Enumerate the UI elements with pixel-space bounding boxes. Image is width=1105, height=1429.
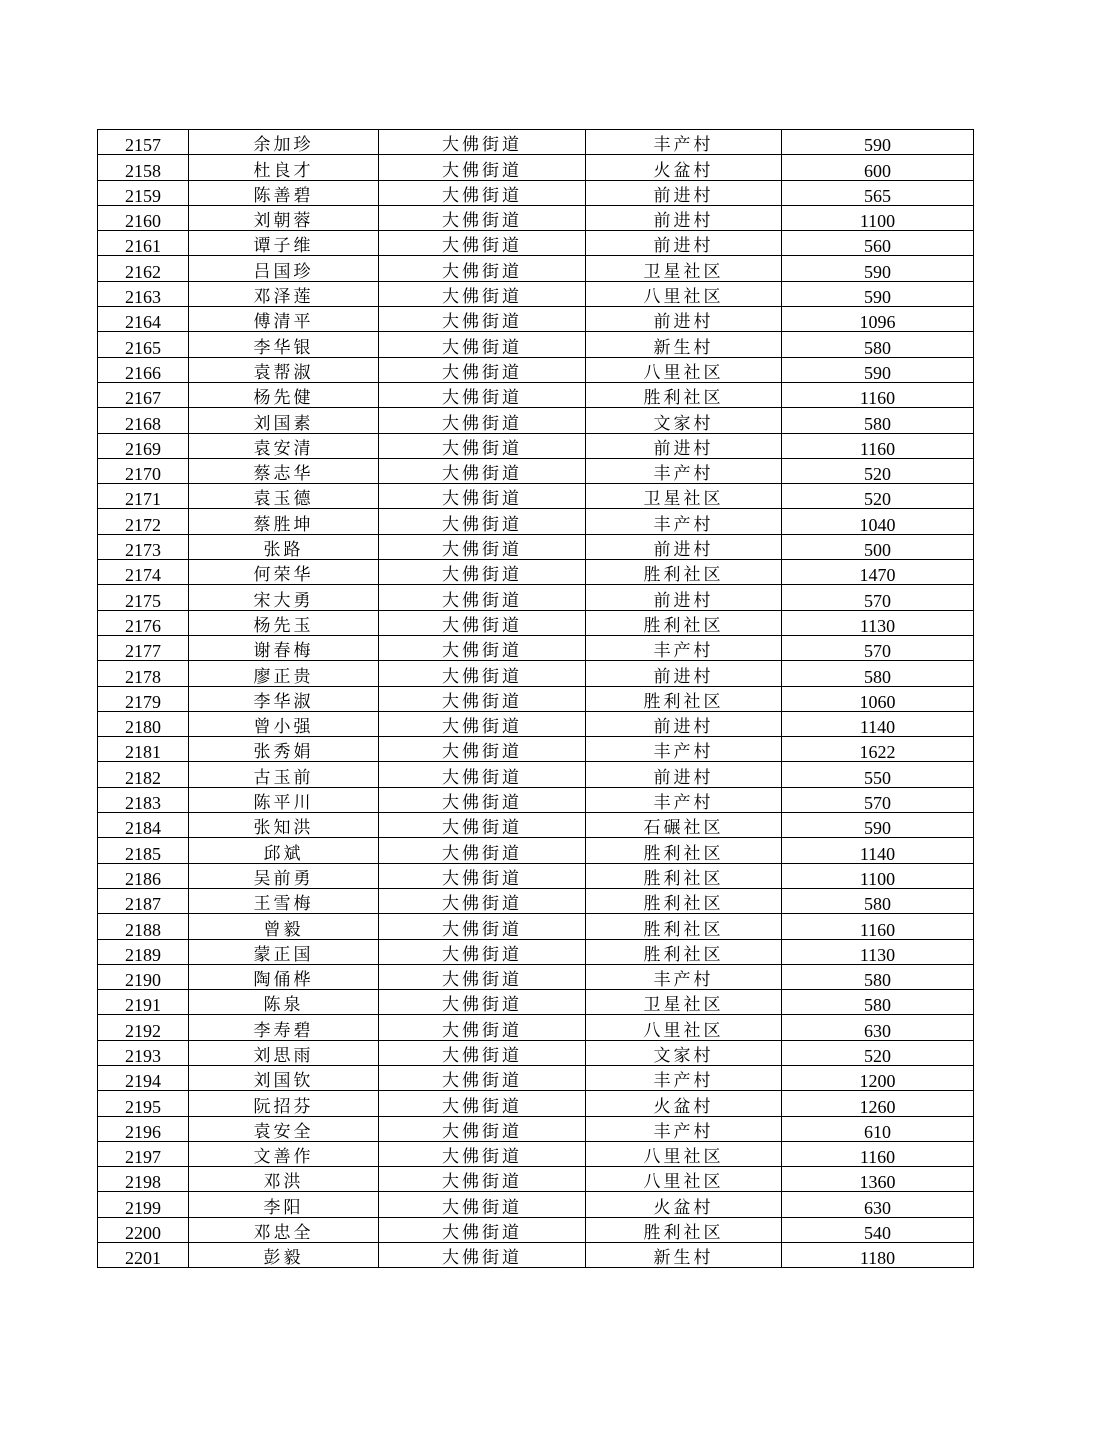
street-cell: 大佛街道	[379, 1243, 586, 1268]
street-cell: 大佛街道	[379, 990, 586, 1015]
data-table	[97, 129, 974, 1268]
amount-cell: 1160	[782, 914, 974, 939]
amount-cell: 1060	[782, 686, 974, 711]
community-cell: 文家村	[586, 408, 782, 433]
row-number-cell: 2169	[98, 433, 189, 458]
amount-cell: 600	[782, 155, 974, 180]
community-cell: 前进村	[586, 585, 782, 610]
street-cell: 大佛街道	[379, 711, 586, 736]
street-cell: 大佛街道	[379, 686, 586, 711]
community-cell: 火盆村	[586, 1192, 782, 1217]
name-cell: 文善作	[189, 1141, 379, 1166]
street-cell: 大佛街道	[379, 813, 586, 838]
name-cell: 古玉前	[189, 762, 379, 787]
name-cell: 邓泽莲	[189, 281, 379, 306]
row-number-cell: 2192	[98, 1015, 189, 1040]
street-cell: 大佛街道	[379, 661, 586, 686]
table-row	[98, 560, 974, 585]
name-cell: 宋大勇	[189, 585, 379, 610]
table-row	[98, 939, 974, 964]
street-cell: 大佛街道	[379, 1192, 586, 1217]
row-number-cell: 2162	[98, 256, 189, 281]
community-cell: 前进村	[586, 433, 782, 458]
street-cell: 大佛街道	[379, 560, 586, 585]
name-cell: 曾小强	[189, 711, 379, 736]
table-row	[98, 1217, 974, 1242]
table-row	[98, 130, 974, 155]
street-cell: 大佛街道	[379, 231, 586, 256]
amount-cell: 1096	[782, 307, 974, 332]
street-cell: 大佛街道	[379, 762, 586, 787]
table-row	[98, 1065, 974, 1090]
street-cell: 大佛街道	[379, 1040, 586, 1065]
community-cell: 胜利社区	[586, 382, 782, 407]
community-cell: 丰产村	[586, 509, 782, 534]
name-cell: 谢春梅	[189, 635, 379, 660]
amount-cell: 1130	[782, 610, 974, 635]
amount-cell: 1130	[782, 939, 974, 964]
table-row	[98, 610, 974, 635]
row-number-cell: 2158	[98, 155, 189, 180]
street-cell: 大佛街道	[379, 1116, 586, 1141]
name-cell: 陈善碧	[189, 180, 379, 205]
amount-cell: 1180	[782, 1243, 974, 1268]
community-cell: 胜利社区	[586, 560, 782, 585]
table-row	[98, 433, 974, 458]
community-cell: 前进村	[586, 231, 782, 256]
table-row	[98, 686, 974, 711]
row-number-cell: 2199	[98, 1192, 189, 1217]
row-number-cell: 2182	[98, 762, 189, 787]
street-cell: 大佛街道	[379, 610, 586, 635]
street-cell: 大佛街道	[379, 281, 586, 306]
name-cell: 彭毅	[189, 1243, 379, 1268]
amount-cell: 540	[782, 1217, 974, 1242]
name-cell: 谭子维	[189, 231, 379, 256]
table-row	[98, 382, 974, 407]
row-number-cell: 2168	[98, 408, 189, 433]
amount-cell: 560	[782, 231, 974, 256]
name-cell: 曾毅	[189, 914, 379, 939]
street-cell: 大佛街道	[379, 1217, 586, 1242]
amount-cell: 570	[782, 585, 974, 610]
street-cell: 大佛街道	[379, 939, 586, 964]
row-number-cell: 2177	[98, 635, 189, 660]
community-cell: 前进村	[586, 661, 782, 686]
name-cell: 邓洪	[189, 1167, 379, 1192]
name-cell: 蒙正国	[189, 939, 379, 964]
table-row	[98, 635, 974, 660]
row-number-cell: 2181	[98, 737, 189, 762]
community-cell: 前进村	[586, 307, 782, 332]
amount-cell: 1100	[782, 205, 974, 230]
name-cell: 张路	[189, 534, 379, 559]
row-number-cell: 2188	[98, 914, 189, 939]
street-cell: 大佛街道	[379, 408, 586, 433]
row-number-cell: 2160	[98, 205, 189, 230]
community-cell: 前进村	[586, 534, 782, 559]
row-number-cell: 2157	[98, 130, 189, 155]
row-number-cell: 2171	[98, 484, 189, 509]
street-cell: 大佛街道	[379, 1091, 586, 1116]
row-number-cell: 2185	[98, 838, 189, 863]
amount-cell: 1160	[782, 1141, 974, 1166]
name-cell: 杜良才	[189, 155, 379, 180]
community-cell: 火盆村	[586, 155, 782, 180]
street-cell: 大佛街道	[379, 155, 586, 180]
community-cell: 丰产村	[586, 1065, 782, 1090]
amount-cell: 610	[782, 1116, 974, 1141]
community-cell: 前进村	[586, 762, 782, 787]
name-cell: 刘思雨	[189, 1040, 379, 1065]
name-cell: 张秀娟	[189, 737, 379, 762]
row-number-cell: 2170	[98, 458, 189, 483]
street-cell: 大佛街道	[379, 1015, 586, 1040]
amount-cell: 580	[782, 332, 974, 357]
row-number-cell: 2187	[98, 888, 189, 913]
amount-cell: 580	[782, 888, 974, 913]
table-row	[98, 1243, 974, 1268]
table-row	[98, 357, 974, 382]
name-cell: 傅清平	[189, 307, 379, 332]
amount-cell: 1622	[782, 737, 974, 762]
name-cell: 陶俑桦	[189, 964, 379, 989]
street-cell: 大佛街道	[379, 787, 586, 812]
table-row	[98, 458, 974, 483]
community-cell: 胜利社区	[586, 1217, 782, 1242]
row-number-cell: 2178	[98, 661, 189, 686]
community-cell: 丰产村	[586, 964, 782, 989]
community-cell: 卫星社区	[586, 256, 782, 281]
table-row	[98, 1141, 974, 1166]
community-cell: 卫星社区	[586, 990, 782, 1015]
community-cell: 八里社区	[586, 1015, 782, 1040]
community-cell: 八里社区	[586, 1167, 782, 1192]
amount-cell: 590	[782, 130, 974, 155]
amount-cell: 1360	[782, 1167, 974, 1192]
table-row	[98, 534, 974, 559]
street-cell: 大佛街道	[379, 888, 586, 913]
amount-cell: 630	[782, 1192, 974, 1217]
amount-cell: 500	[782, 534, 974, 559]
street-cell: 大佛街道	[379, 382, 586, 407]
amount-cell: 1140	[782, 838, 974, 863]
row-number-cell: 2191	[98, 990, 189, 1015]
amount-cell: 1160	[782, 382, 974, 407]
amount-cell: 520	[782, 1040, 974, 1065]
street-cell: 大佛街道	[379, 863, 586, 888]
amount-cell: 590	[782, 281, 974, 306]
street-cell: 大佛街道	[379, 509, 586, 534]
street-cell: 大佛街道	[379, 1141, 586, 1166]
table-row	[98, 155, 974, 180]
street-cell: 大佛街道	[379, 914, 586, 939]
table-row	[98, 661, 974, 686]
community-cell: 卫星社区	[586, 484, 782, 509]
row-number-cell: 2159	[98, 180, 189, 205]
row-number-cell: 2165	[98, 332, 189, 357]
row-number-cell: 2175	[98, 585, 189, 610]
row-number-cell: 2189	[98, 939, 189, 964]
street-cell: 大佛街道	[379, 964, 586, 989]
table-row	[98, 585, 974, 610]
table-row	[98, 307, 974, 332]
name-cell: 杨先健	[189, 382, 379, 407]
street-cell: 大佛街道	[379, 1167, 586, 1192]
name-cell: 袁玉德	[189, 484, 379, 509]
street-cell: 大佛街道	[379, 534, 586, 559]
community-cell: 丰产村	[586, 635, 782, 660]
amount-cell: 590	[782, 256, 974, 281]
amount-cell: 565	[782, 180, 974, 205]
table-body	[98, 130, 974, 1268]
community-cell: 丰产村	[586, 130, 782, 155]
street-cell: 大佛街道	[379, 205, 586, 230]
table-row	[98, 256, 974, 281]
amount-cell: 1260	[782, 1091, 974, 1116]
table-row	[98, 737, 974, 762]
community-cell: 胜利社区	[586, 610, 782, 635]
row-number-cell: 2196	[98, 1116, 189, 1141]
amount-cell: 590	[782, 357, 974, 382]
street-cell: 大佛街道	[379, 484, 586, 509]
street-cell: 大佛街道	[379, 433, 586, 458]
name-cell: 蔡胜坤	[189, 509, 379, 534]
row-number-cell: 2176	[98, 610, 189, 635]
community-cell: 前进村	[586, 205, 782, 230]
community-cell: 八里社区	[586, 281, 782, 306]
amount-cell: 1100	[782, 863, 974, 888]
row-number-cell: 2198	[98, 1167, 189, 1192]
street-cell: 大佛街道	[379, 180, 586, 205]
name-cell: 李华银	[189, 332, 379, 357]
row-number-cell: 2197	[98, 1141, 189, 1166]
table-row	[98, 484, 974, 509]
name-cell: 刘国素	[189, 408, 379, 433]
row-number-cell: 2179	[98, 686, 189, 711]
community-cell: 八里社区	[586, 1141, 782, 1166]
street-cell: 大佛街道	[379, 307, 586, 332]
table-row	[98, 914, 974, 939]
table-row	[98, 888, 974, 913]
table-row	[98, 231, 974, 256]
row-number-cell: 2186	[98, 863, 189, 888]
table-row	[98, 332, 974, 357]
community-cell: 新生村	[586, 1243, 782, 1268]
name-cell: 袁安清	[189, 433, 379, 458]
amount-cell: 550	[782, 762, 974, 787]
community-cell: 丰产村	[586, 737, 782, 762]
amount-cell: 580	[782, 661, 974, 686]
name-cell: 邓忠全	[189, 1217, 379, 1242]
street-cell: 大佛街道	[379, 332, 586, 357]
community-cell: 前进村	[586, 711, 782, 736]
table-row	[98, 1015, 974, 1040]
amount-cell: 1040	[782, 509, 974, 534]
name-cell: 李寿碧	[189, 1015, 379, 1040]
name-cell: 刘朝蓉	[189, 205, 379, 230]
row-number-cell: 2200	[98, 1217, 189, 1242]
street-cell: 大佛街道	[379, 458, 586, 483]
amount-cell: 580	[782, 990, 974, 1015]
table-row	[98, 838, 974, 863]
row-number-cell: 2167	[98, 382, 189, 407]
street-cell: 大佛街道	[379, 585, 586, 610]
table-row	[98, 1040, 974, 1065]
row-number-cell: 2183	[98, 787, 189, 812]
community-cell: 文家村	[586, 1040, 782, 1065]
name-cell: 王雪梅	[189, 888, 379, 913]
amount-cell: 1140	[782, 711, 974, 736]
street-cell: 大佛街道	[379, 256, 586, 281]
table-row	[98, 863, 974, 888]
name-cell: 陈泉	[189, 990, 379, 1015]
row-number-cell: 2190	[98, 964, 189, 989]
table-row	[98, 711, 974, 736]
table-row	[98, 180, 974, 205]
community-cell: 胜利社区	[586, 939, 782, 964]
table-row	[98, 787, 974, 812]
table-row	[98, 1091, 974, 1116]
name-cell: 李阳	[189, 1192, 379, 1217]
table-row	[98, 408, 974, 433]
community-cell: 胜利社区	[586, 863, 782, 888]
name-cell: 刘国钦	[189, 1065, 379, 1090]
row-number-cell: 2193	[98, 1040, 189, 1065]
name-cell: 何荣华	[189, 560, 379, 585]
street-cell: 大佛街道	[379, 357, 586, 382]
community-cell: 丰产村	[586, 1116, 782, 1141]
name-cell: 邱斌	[189, 838, 379, 863]
table-row	[98, 1192, 974, 1217]
row-number-cell: 2161	[98, 231, 189, 256]
community-cell: 八里社区	[586, 357, 782, 382]
row-number-cell: 2164	[98, 307, 189, 332]
name-cell: 张知洪	[189, 813, 379, 838]
community-cell: 新生村	[586, 332, 782, 357]
street-cell: 大佛街道	[379, 1065, 586, 1090]
table-row	[98, 990, 974, 1015]
name-cell: 袁帮淑	[189, 357, 379, 382]
table-row	[98, 509, 974, 534]
community-cell: 胜利社区	[586, 888, 782, 913]
amount-cell: 630	[782, 1015, 974, 1040]
amount-cell: 570	[782, 787, 974, 812]
name-cell: 袁安全	[189, 1116, 379, 1141]
name-cell: 蔡志华	[189, 458, 379, 483]
amount-cell: 520	[782, 484, 974, 509]
name-cell: 廖正贵	[189, 661, 379, 686]
row-number-cell: 2195	[98, 1091, 189, 1116]
name-cell: 吴前勇	[189, 863, 379, 888]
community-cell: 丰产村	[586, 787, 782, 812]
table-row	[98, 1116, 974, 1141]
community-cell: 丰产村	[586, 458, 782, 483]
amount-cell: 580	[782, 964, 974, 989]
amount-cell: 520	[782, 458, 974, 483]
row-number-cell: 2173	[98, 534, 189, 559]
amount-cell: 1470	[782, 560, 974, 585]
table-row	[98, 281, 974, 306]
community-cell: 石碾社区	[586, 813, 782, 838]
street-cell: 大佛街道	[379, 737, 586, 762]
name-cell: 李华淑	[189, 686, 379, 711]
table-row	[98, 813, 974, 838]
street-cell: 大佛街道	[379, 838, 586, 863]
amount-cell: 570	[782, 635, 974, 660]
row-number-cell: 2194	[98, 1065, 189, 1090]
name-cell: 阮招芬	[189, 1091, 379, 1116]
row-number-cell: 2163	[98, 281, 189, 306]
row-number-cell: 2184	[98, 813, 189, 838]
street-cell: 大佛街道	[379, 130, 586, 155]
table-row	[98, 762, 974, 787]
name-cell: 吕国珍	[189, 256, 379, 281]
row-number-cell: 2174	[98, 560, 189, 585]
community-cell: 胜利社区	[586, 838, 782, 863]
amount-cell: 590	[782, 813, 974, 838]
amount-cell: 580	[782, 408, 974, 433]
row-number-cell: 2201	[98, 1243, 189, 1268]
community-cell: 前进村	[586, 180, 782, 205]
row-number-cell: 2180	[98, 711, 189, 736]
row-number-cell: 2172	[98, 509, 189, 534]
amount-cell: 1160	[782, 433, 974, 458]
amount-cell: 1200	[782, 1065, 974, 1090]
community-cell: 胜利社区	[586, 914, 782, 939]
name-cell: 陈平川	[189, 787, 379, 812]
community-cell: 胜利社区	[586, 686, 782, 711]
name-cell: 杨先玉	[189, 610, 379, 635]
street-cell: 大佛街道	[379, 635, 586, 660]
table-row	[98, 964, 974, 989]
table-row	[98, 205, 974, 230]
row-number-cell: 2166	[98, 357, 189, 382]
community-cell: 火盆村	[586, 1091, 782, 1116]
table-row	[98, 1167, 974, 1192]
name-cell: 余加珍	[189, 130, 379, 155]
